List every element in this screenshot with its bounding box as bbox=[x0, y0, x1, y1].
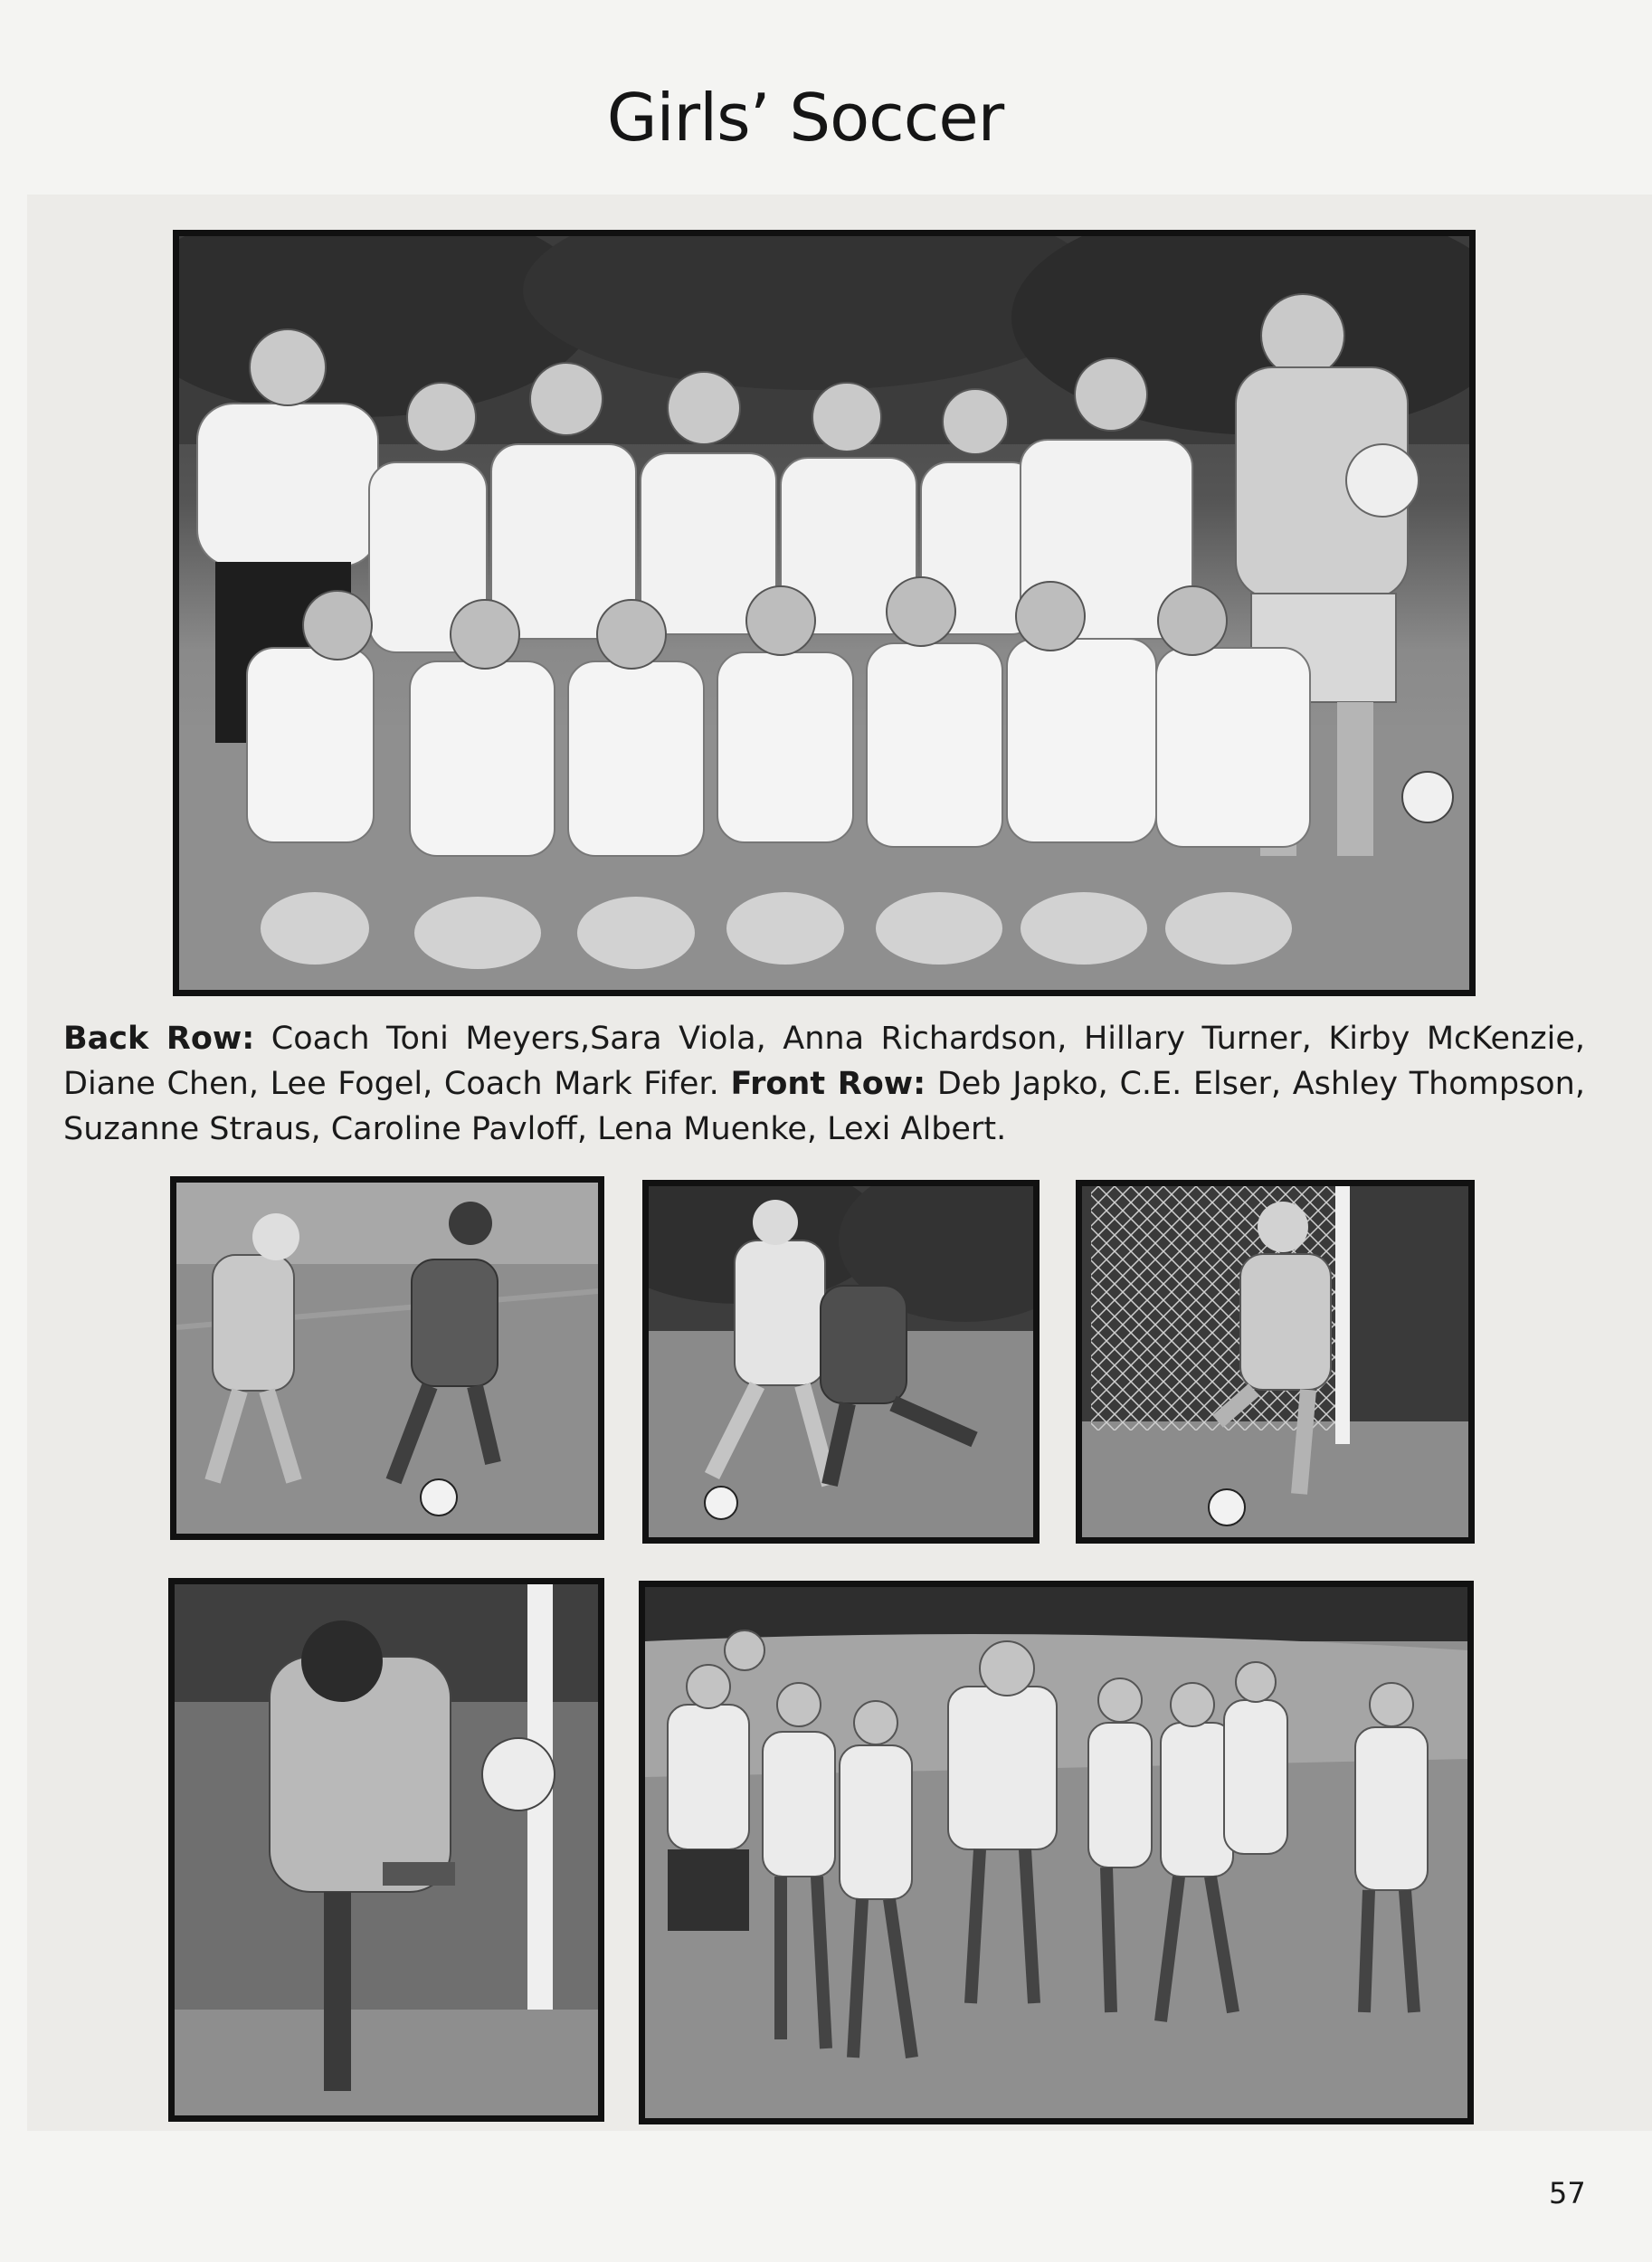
action-photo-contest bbox=[170, 1176, 604, 1540]
back-row-label: Back Row: bbox=[63, 1021, 255, 1057]
team-roster-caption bbox=[63, 1016, 1585, 1152]
action-photo-collision bbox=[642, 1180, 1040, 1544]
action-photo-celebration bbox=[639, 1581, 1474, 2124]
action-photo-goal-kick bbox=[1076, 1180, 1475, 1544]
page-number: 57 bbox=[1549, 2176, 1586, 2210]
page-title: Girls’ Soccer bbox=[606, 80, 1004, 156]
front-row-names: Deb Japko, C.E. Elser, Ashley Thompson, Suzanne Straus, Caroline Pavloff, Lena Muenke, Lexi Albert. bbox=[63, 1066, 1585, 1147]
action-photo-goalkeeper bbox=[168, 1578, 604, 2122]
team-photo bbox=[173, 230, 1476, 996]
back-row-names: Coach Toni Meyers,Sara Viola, Anna Richardson, Hillary Turner, Kirby McKenzie, Diane Chen, Lee Fogel, Coach Mark Fifer. bbox=[63, 1021, 1585, 1102]
front-row-label: Front Row: bbox=[730, 1066, 926, 1102]
